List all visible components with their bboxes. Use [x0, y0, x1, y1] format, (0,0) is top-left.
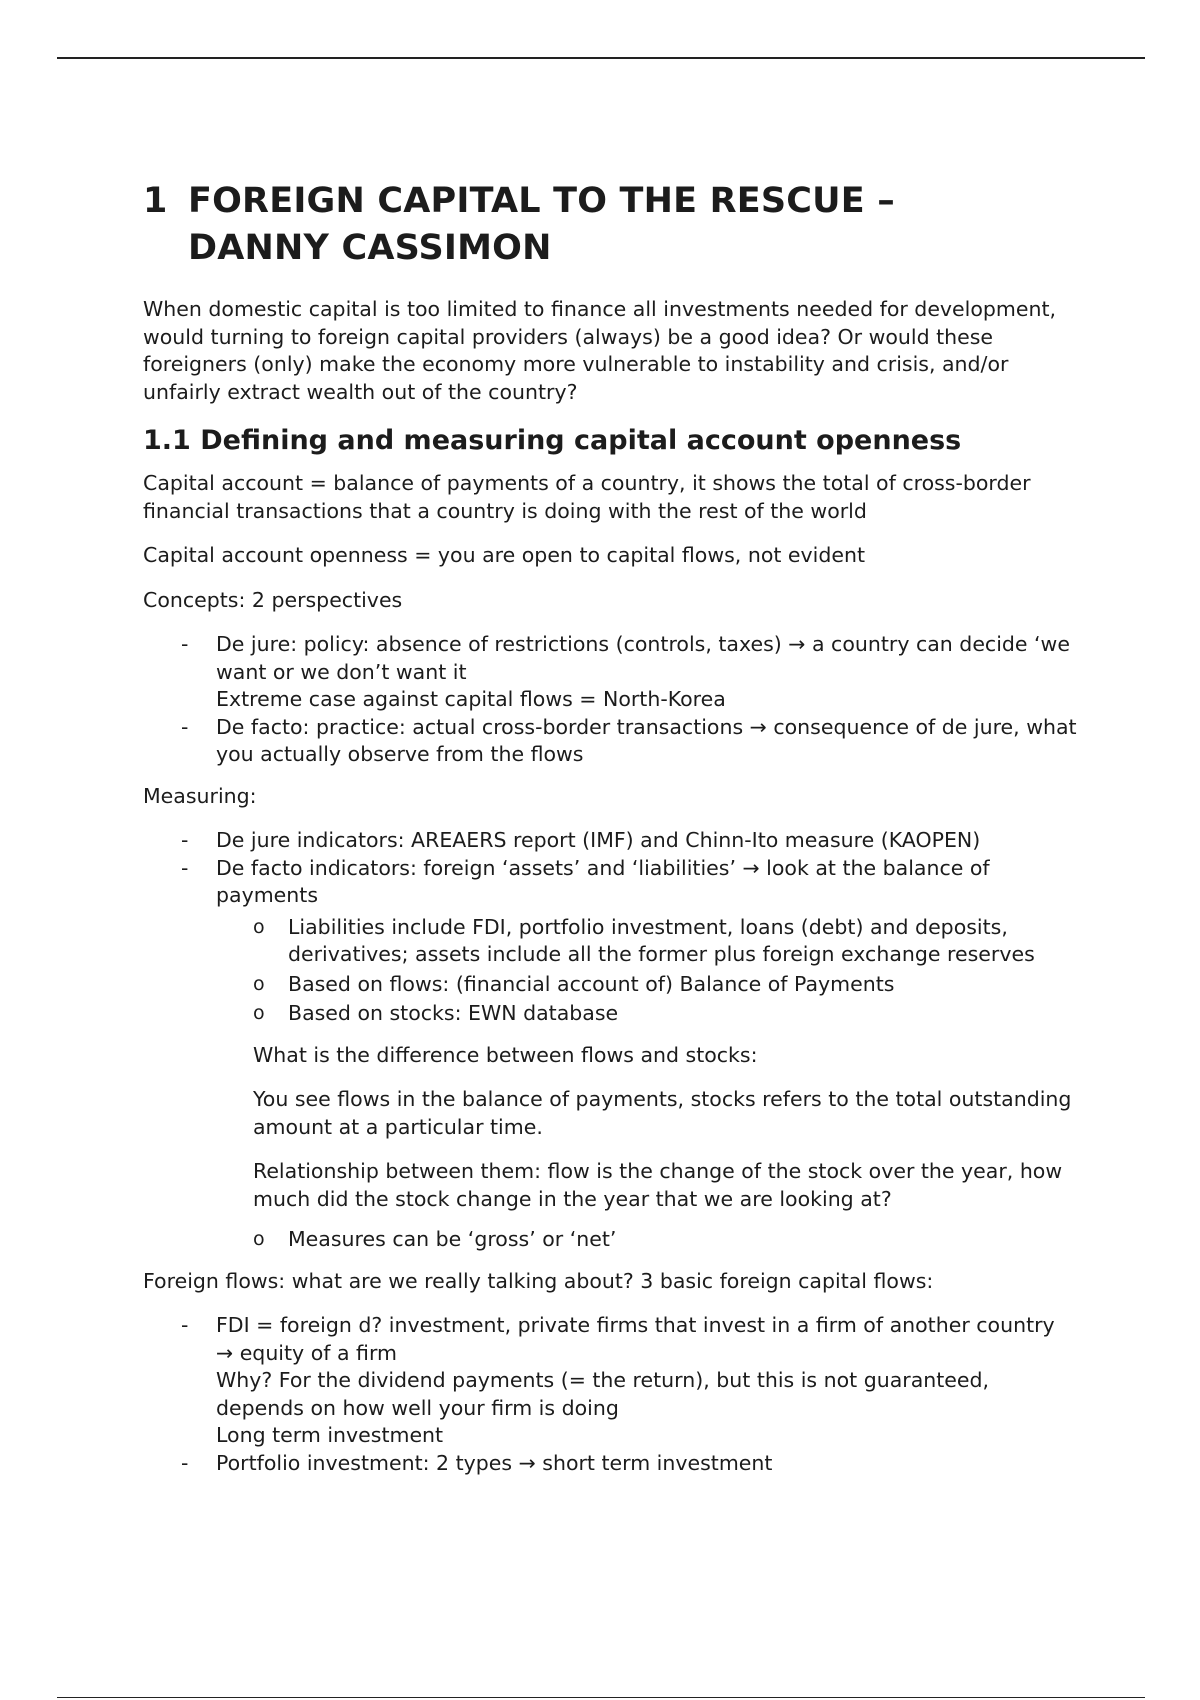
flows-stocks-notes — [253, 1042, 1078, 1214]
chapter-title-line2: DANNY CASSIMON — [188, 228, 552, 268]
openness-definition: Capital account openness = you are open to capital flows, not evident — [143, 543, 866, 567]
gross-net-list — [143, 1226, 1078, 1254]
list-item: - FDI = foreign d? investment, private firms that invest in a firm of another country → equity of a firm Why? For the dividend payments (= the return), but this is not guaranteed, depends on how well your firm is doing Long term investment — [181, 1313, 1055, 1447]
dash-bullet: - — [181, 1313, 189, 1337]
capital-account-definition: Capital account = balance of payments of a country, it shows the total of cross-border financial transactions that a country is doing with the rest of the world — [143, 471, 1031, 523]
o-bullet: o — [253, 1228, 265, 1250]
dash-bullet: - — [181, 714, 189, 739]
document-body — [143, 178, 1078, 1491]
dash-bullet: - — [181, 632, 189, 656]
list-item: o Measures can be ‘gross’ or ‘net’ — [143, 1226, 1078, 1254]
list-item: - De jure: policy: absence of restrictions (controls, taxes) → a country can decide ‘we want or we don’t want it Extreme case against capital flows = North-Korea — [181, 632, 1070, 711]
measuring-label: Measuring: — [143, 783, 257, 808]
chapter-number: 1 — [143, 181, 168, 221]
capital-flows-list — [143, 1312, 1078, 1477]
o-bullet: o — [253, 1002, 265, 1024]
foreign-flows-label: Foreign flows: what are we really talking about? 3 basic foreign capital flows: — [143, 1268, 934, 1293]
footer-rule — [57, 1697, 1145, 1698]
chapter-title-line1: FOREIGN CAPITAL TO THE RESCUE – — [188, 181, 895, 221]
list-item: - De facto indicators: foreign ‘assets’ and ‘liabilities’ → look at the balance of payments o Liabilities include FDI, portfolio investment, loans (debt) and deposits, derivatives; assets include all the former plus foreign exchange reserves o Based on flows: (financial account of) Balance of Payments o Based on stocks: EWN database — [143, 855, 1078, 1028]
measuring-list — [143, 827, 1078, 1028]
intro-paragraph: When domestic capital is too limited to finance all investments needed for development, would turning to foreign capital providers (always) be a good idea? Or would these foreigners (only) make the economy more vulnerable to instability and crisis, and/or unfairly extract wealth out of the country? — [143, 297, 1057, 404]
dash-bullet: - — [181, 1450, 189, 1475]
header-rule — [57, 57, 1145, 59]
list-item: o Based on stocks: EWN database — [143, 1000, 1078, 1028]
section-heading: 1.1 Defining and measuring capital account openness — [143, 425, 962, 456]
list-item: - Portfolio investment: 2 types → short term investment — [143, 1450, 1078, 1478]
dash-bullet: - — [181, 855, 189, 880]
concepts-label: Concepts: 2 perspectives — [143, 587, 403, 612]
list-item: - De facto: practice: actual cross-border transactions → consequence of de jure, what you actually observe from the flows — [181, 714, 1077, 766]
flows-stocks-answer: You see flows in the balance of payments, stocks refers to the total outstanding amount at a particular time. — [253, 1087, 1072, 1139]
flows-stocks-relationship: Relationship between them: flow is the change of the stock over the year, how much did the stock change in the year that we are looking at? — [253, 1159, 1063, 1211]
concepts-list — [143, 631, 1078, 769]
list-item: o Based on flows: (financial account of) Balance of Payments — [143, 971, 1078, 999]
list-item: o Liabilities include FDI, portfolio investment, loans (debt) and deposits, derivatives; assets include all the former plus foreign exchange reserves — [253, 914, 1035, 966]
o-bullet: o — [253, 915, 265, 938]
o-bullet: o — [253, 972, 265, 995]
flows-stocks-question: What is the difference between flows and stocks: — [253, 1042, 758, 1067]
de-facto-sublist — [143, 914, 1078, 1028]
chapter-heading — [143, 178, 1078, 272]
dash-bullet: - — [181, 828, 189, 852]
list-item: - De jure indicators: AREAERS report (IMF) and Chinn-Ito measure (KAOPEN) — [143, 827, 1078, 855]
